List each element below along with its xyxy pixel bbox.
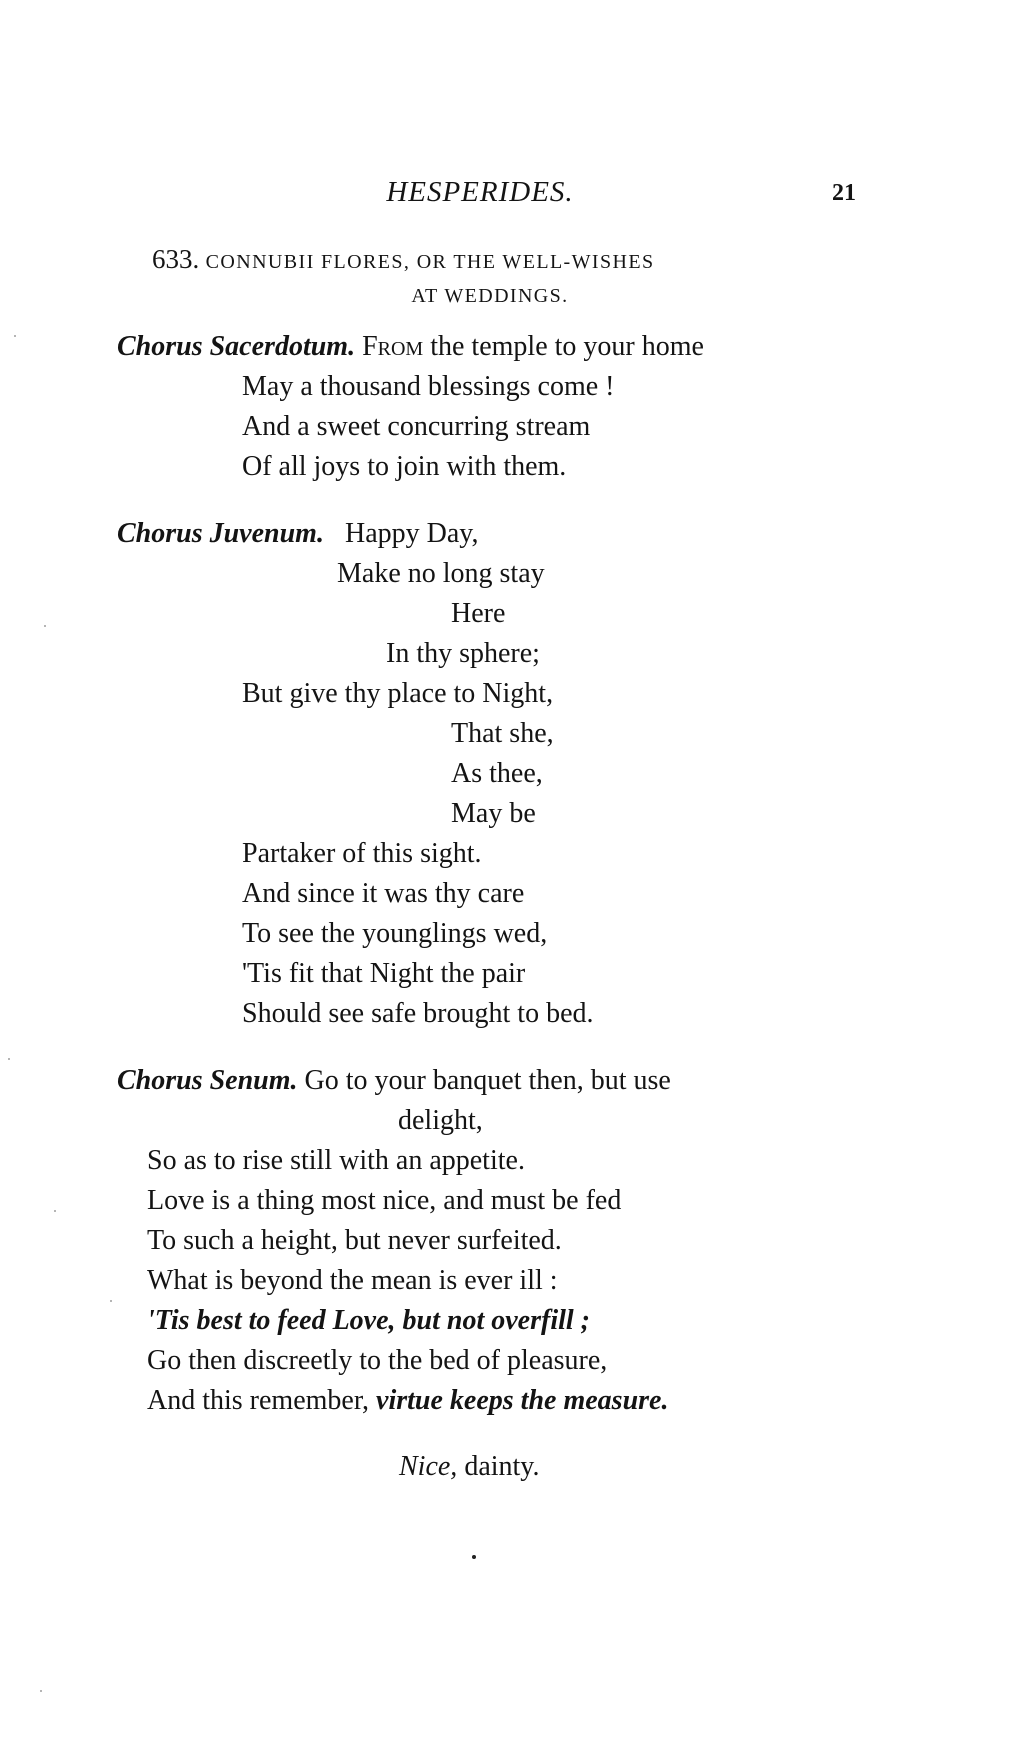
- verse-line: But give thy place to Night,: [242, 678, 554, 709]
- verse-line: May be: [451, 798, 536, 829]
- verse-line: That she,: [451, 718, 554, 749]
- line-text: the temple to your home: [423, 331, 704, 362]
- drop-word: From: [362, 331, 424, 362]
- footnote-gloss: dainty.: [457, 1451, 540, 1482]
- poem-title-line-2: AT WEDDINGS.: [411, 285, 569, 307]
- stanza-3-first-line: [117, 1067, 671, 1095]
- line-text: And this remember,: [147, 1385, 377, 1416]
- verse-line: So as to rise still with an appetite.: [147, 1145, 525, 1176]
- verse-line: In thy sphere;: [386, 638, 540, 669]
- verse-line: What is beyond the mean is ever ill :: [147, 1265, 558, 1296]
- verse-line: Partaker of this sight.: [242, 838, 482, 869]
- verse-line: Should see safe brought to bed.: [242, 998, 594, 1029]
- footnote-term: Nice,: [399, 1451, 458, 1482]
- speaker-juvenum: Chorus Juvenum.: [117, 518, 324, 549]
- verse-line-continuation: delight,: [398, 1105, 483, 1136]
- line-text: Happy Day,: [344, 518, 479, 549]
- stanza-1-first-line: [117, 333, 704, 361]
- italic-phrase: virtue keeps the measure.: [376, 1385, 669, 1416]
- verse-line: And a sweet concurring stream: [242, 411, 591, 442]
- scan-speck: [44, 625, 46, 627]
- verse-line-italic: 'Tis best to feed Love, but not overfill ;: [147, 1305, 590, 1336]
- scan-speck: [8, 1058, 10, 1060]
- verse-line: And since it was thy care: [242, 878, 525, 909]
- line-text: Go to your banquet then, but use: [304, 1065, 671, 1096]
- scan-speck: [14, 335, 16, 337]
- stanza-2-first-line: [117, 520, 478, 548]
- verse-line: Of all joys to join with them.: [242, 451, 567, 482]
- verse-line: As thee,: [451, 758, 543, 789]
- scan-speck: [40, 1690, 42, 1692]
- verse-line: Go then discreetly to the bed of pleasure,: [147, 1345, 608, 1376]
- verse-line: May a thousand blessings come !: [242, 371, 615, 402]
- page-number: 21: [832, 180, 856, 206]
- verse-line: Make no long stay: [337, 558, 545, 589]
- running-title: HESPERIDES.: [386, 176, 574, 208]
- verse-line: To see the younglings wed,: [242, 918, 548, 949]
- speaker-senum: Chorus Senum.: [117, 1065, 298, 1096]
- verse-line: 'Tis fit that Night the pair: [242, 958, 526, 989]
- ink-dot: [472, 1555, 476, 1559]
- scan-speck: [110, 1300, 112, 1302]
- poem-title-text: CONNUBII FLORES, OR THE WELL-WISHES: [205, 251, 655, 273]
- footnote: [399, 1453, 539, 1481]
- verse-line: Love is a thing most nice, and must be fed: [147, 1185, 622, 1216]
- speaker-sacerdotum: Chorus Sacerdotum.: [117, 331, 356, 362]
- scan-speck: [54, 1210, 56, 1212]
- verse-line: To such a height, but never surfeited.: [147, 1225, 562, 1256]
- poem-number: 633.: [152, 244, 200, 274]
- verse-line: Here: [451, 598, 506, 629]
- verse-line-last: [147, 1387, 668, 1415]
- poem-title-line-1: [152, 244, 654, 275]
